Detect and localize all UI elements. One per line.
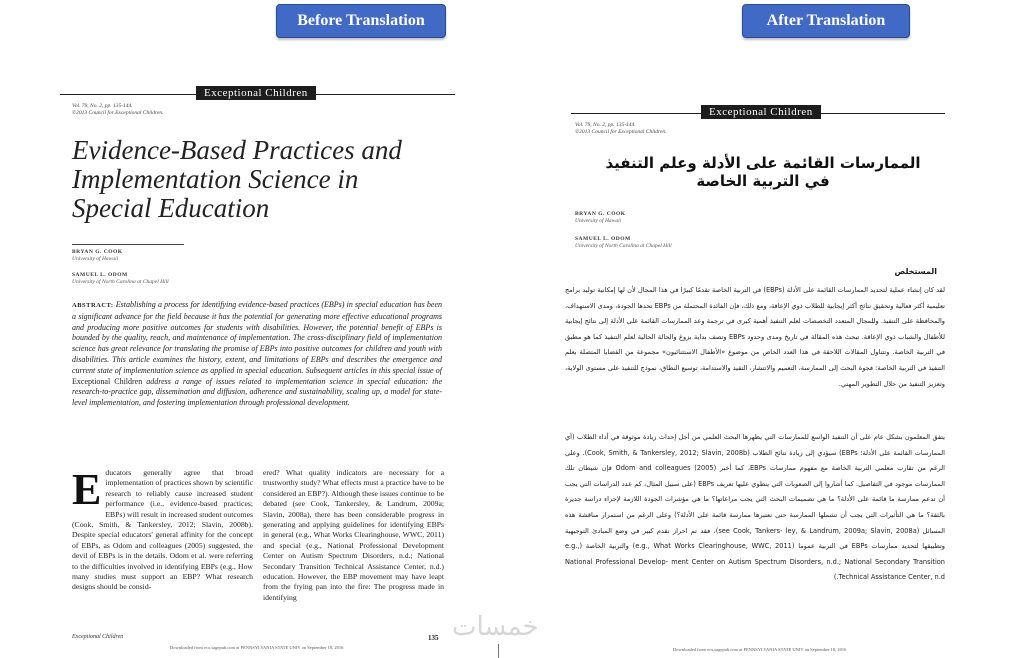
body-columns bbox=[72, 465, 444, 603]
volume-info: Vol. 79, No. 2, pp. 135-144. ©2013 Council for Exceptional Children. bbox=[72, 103, 164, 116]
drop-cap: E bbox=[72, 465, 102, 514]
journal-header: Exceptional Children bbox=[196, 86, 316, 100]
body-column-1: E ducators generally agree that broad implementation of practices shown by scientific research to reliably cause increased student performance (i.e., evidence-based practices; EBPs) will result in increased student outcomes (Cook, Smith, & Tankersley, 2012; Slavin, 2008b). Despite special educators' general affinity for the concept of EBPs, as Odom and colleagues (2005) suggested, the devil of EBPs is in the details. Odom et al. were referring to the difficulties involved in identifying EBPs (e.g., How many studies must support an EBP? What research designs should be consid- bbox=[72, 465, 253, 592]
volume-info: Vol. 79, No. 2, pp. 135-144. ©2013 Council for Exceptional Children. bbox=[575, 122, 667, 135]
page-number: 135 bbox=[428, 634, 439, 642]
author-block-2: SAMUEL L. ODOM University of North Carolina at Chapel Hill bbox=[575, 236, 672, 249]
article-title: Evidence-Based Practices and Implementation Science in Special Education bbox=[72, 135, 402, 223]
page-divider bbox=[498, 644, 499, 658]
author-block-2: SAMUEL L. ODOM University of North Carolina at Chapel Hill bbox=[72, 272, 169, 285]
abstract: ABSTRACT: Establishing a process for identifying evidence-based practices (EBPs) in special education has been a significant advance for the field because it has the potential for generating more effective educational programs and producing more positive outcomes for students with disabilities. However, the potential benefit of EBPs is bounded by the quality, reach, and maintenance of implementation. The cross-disciplinary field of implementation science has great relevance for translating the promise of EBPs into positive outcomes for children and youth with disabilities. This article examines the history, extent, and limitations of EBPs and describes the emergence and current state of implementation science as applied in special education. Subsequent articles in this special issue of Exceptional Children address a range of issues related to implementation science in special education: the research-to-practice gap, dissemination and diffusion, adherence and sustainability, scaling up, a model for state-level implementation, and fostering implementation through professional development. bbox=[72, 300, 443, 408]
body-arabic: يتفق المعلمون بشكل عام على أن التنفيذ الواسع للممارسات التي يظهرها البحث العلمي من أجل إحداث زيادة موثوقة في أداء الطلاب (أي الممارسات القائمة على الأدلة؛ EBPs) سيؤدي إلى زيادة نتائج الطلاب (Cook, Smith, & Tankersley, 2012; Slavin, 2008b). وعلى الرغم من تقارب معلمي التربية الخاصة مع مفهوم ممارسات EBPs، كما أخبر Odom and colleagues (2005) فإن شيطان تلك الممارسات موجود في التفاصيل. كما أشاروا إلى الصعوبات التي ينطوي عليها تعريف EBPs (على سبيل المثال، كم عدد الدراسات التي يجب أن تدعم ممارسة ما قائمة على الأدلة؟ ما هي تصميمات البحث التي يجب مراعاتها؟ ما هي مؤشرات الجودة اللازمة لإجراء دراسة جديرة بالثقة؟ ما هي التأثيرات التي يجب أن تشملها الممارسة حتى نعتبرها ممارسة قائمة على الأدلة؟) وعلى الرغم من استمرار مناقشة هذه المسائل (see Cook, Tankers- ley, & Landrum, 2009a; Slavin, 2008a)، فقد تم احراز تقدم كبير في وضع المبادئ التوجيهية وتطبيقها لتحديد ممارسات EBPs في التربية عموما (e.g., What Works Clearinghouse, WWC, 2011) والتربية الخاصة (e.g., National Professional Develop- ment Center on Autism Spectrum Disorders, n.d.; National Secondary Transition Technical Assistance Center, n.d.) bbox=[565, 433, 946, 582]
after-translation-label: After Translation bbox=[742, 4, 910, 38]
download-note: Downloaded from ecx.sagepub.com at PENNSYLVANIA STATE UNIV on September 18, 2016 bbox=[170, 645, 344, 650]
before-translation-label: Before Translation bbox=[276, 4, 446, 38]
title-rule bbox=[72, 244, 184, 245]
translated-page bbox=[563, 96, 955, 653]
download-note: Downloaded from ecx.sagepub.com at PENNSYLVANIA STATE UNIV on September 18, 2016 bbox=[673, 647, 847, 652]
article-title-arabic: الممارسات القائمة على الأدلة وعلم التنفيذ في التربية الخاصة bbox=[605, 154, 921, 190]
footer-journal: Exceptional Children bbox=[72, 634, 124, 640]
author-block-1: BRYAN G. COOK University of Hawaii bbox=[575, 211, 626, 224]
abstract-arabic: لقد كان إنشاء عملية لتحديد الممارسات القائمة على الأدلة (EBPs) في التربية الخاصة تقدمًا كبيرًا في هذا المجال لأن لها إمكانية توليد برامج تعليمية أكثر فعالية وتحقيق نتائج أكثر إيجابية للطلاب ذوي الإعاقة، ومع ذلك، فإن الفائدة المحتملة من EBPs تحدها الجودة، ومدى الاستهداف، والمحافظة على التنفيذ. وللمجال المتعدد التخصصات لعلم التنفيذ أهمية كبرى في ترجمة وعد الممارسات القائمة على الأدلة إلى نتائج إيجابية للأطفال والشباب ذوي الإعاقة. تبحث هذه المقالة في تاريخ ومدى وحدود EBPs وتصف بداية بزوغ والحالة الحالية لعلم التنفيذ كما هو مطبق في التربية الخاصة. وتتناول المقالات اللاحقة في هذا العدد الخاص من موضوع «الأطفال الاستثنائيون» مجموعة من القضايا المتصلة بعلم التنفيذ في التربية الخاصة: فجوة البحث إلى الممارسة، التعميم والانتشار، التقيد والاستدامة، توسيع النطاق، نموذج للتنفيذ على مستوى الولاية، وتعزيز التنفيذ من خلال التطوير المهني. bbox=[565, 286, 946, 388]
abstract-heading-arabic: المستخلص bbox=[894, 267, 937, 276]
original-page bbox=[60, 78, 455, 653]
journal-header: Exceptional Children bbox=[701, 105, 821, 119]
author-block-1: BRYAN G. COOK University of Hawaii bbox=[72, 249, 123, 262]
body-column-2: ered? What quality indicators are necessary for a trustworthy study? What effects must a practice have to be considered an EBP?). Although these issues continue to be debated (see Cook, Tankersley, & Landrum, 2009a; Slavin, 2008a), there has been considerable progress in generating and applying guidelines for identifying EBPs in general (e.g., What Works Clearinghouse, WWC, 2011) and special (e.g., National Professional Development Center on Autism Spectrum Disorders, n.d.; National Secondary Transition Technical Assistance Center, n.d.) education. However, the EBP movement may have leapt from the frying pan into the fire: The progress made in identifying bbox=[263, 468, 444, 602]
watermark: خمسات bbox=[452, 612, 539, 642]
